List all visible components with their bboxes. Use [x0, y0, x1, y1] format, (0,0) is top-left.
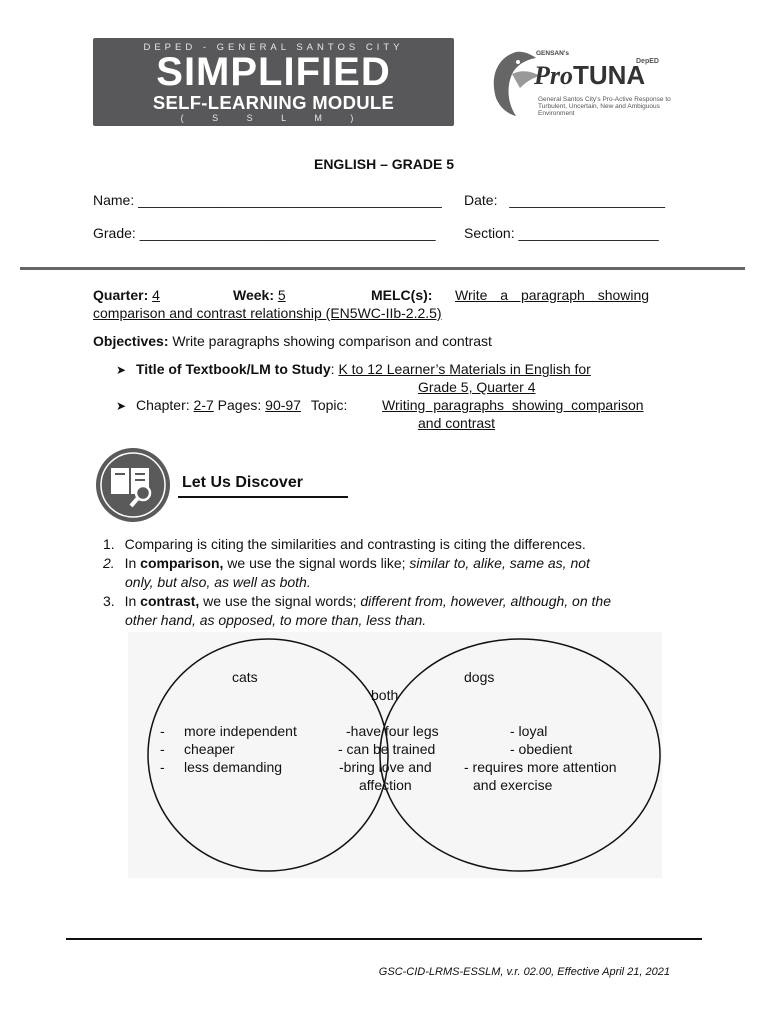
melc-label-text: MELC(s): [371, 287, 433, 303]
section-field[interactable] [464, 225, 659, 241]
pages-label: Pages: [217, 397, 262, 413]
list-continuation: only, but also, as well as both. [125, 574, 311, 590]
logo-brand [534, 60, 645, 91]
chapter-label: Chapter: [135, 397, 190, 413]
venn-left-text: cheaper [184, 741, 235, 757]
name-field[interactable] [93, 192, 442, 208]
quarter-label: Quarter: [93, 287, 149, 303]
venn-right-item: - loyal [510, 723, 548, 739]
list-text: In [124, 593, 141, 609]
objectives [93, 332, 492, 350]
module-banner [93, 38, 454, 126]
list-bold: comparison, [140, 555, 224, 571]
chapter-value: 2-7 [193, 397, 214, 413]
list-text: we use the signal words like; [223, 555, 410, 571]
list-text: we use the signal words; [199, 593, 361, 609]
venn-left-item: - more independent [160, 723, 297, 739]
list-number: 1. [103, 536, 115, 552]
grade-line[interactable]: ______________________________________ [139, 225, 436, 241]
venn-both-item: - can be trained [338, 741, 436, 757]
logo-tuna: TUNA [573, 60, 646, 90]
list-bold: contrast, [140, 593, 200, 609]
list-text: Comparing is citing the similarities and contrasting is citing the differences. [124, 536, 586, 552]
list-item [103, 535, 703, 553]
protuna-logo [486, 44, 676, 130]
venn-both-item: affection [359, 777, 412, 793]
venn-both-item: -have four legs [346, 723, 439, 739]
footer-divider [66, 938, 702, 940]
section-line[interactable]: __________________ [518, 225, 659, 241]
list-number: 3. [103, 593, 115, 609]
objectives-label: Objectives: [93, 333, 169, 349]
topic-label: Topic: [310, 397, 348, 413]
list-italic: different from, however, although, on the [360, 593, 611, 609]
section-label: Section: [464, 225, 515, 241]
textbook-line2: Grade 5, Quarter 4 [418, 379, 536, 395]
venn-left-text: less demanding [184, 759, 283, 775]
heading-underline [178, 496, 348, 498]
venn-right-item: - requires more attention [464, 759, 617, 775]
list-italic: similar to, alike, same as, not [409, 555, 590, 571]
textbook-label: Title of Textbook/LM to Study [135, 361, 331, 377]
chapter-item [116, 396, 347, 415]
logo-gensan: GENSAN's [536, 50, 569, 57]
arrow-bullet-icon: ➤ [116, 363, 127, 377]
list-text: In [124, 555, 141, 571]
venn-both-item: -bring love and [339, 759, 432, 775]
grade-label: Grade: [93, 225, 136, 241]
melc-label [371, 286, 432, 304]
book-magnifier-icon [93, 446, 175, 524]
name-line[interactable]: _______________________________________ [138, 192, 442, 208]
melc-line1: Write a paragraph showing [455, 287, 650, 303]
list-number: 2. [103, 555, 115, 571]
list-continuation: other hand, as opposed, to more than, less than. [125, 612, 427, 628]
venn-both-title: both [371, 687, 399, 703]
banner-division: DEPED - GENERAL SANTOS CITY [143, 42, 404, 53]
arrow-bullet-icon: ➤ [116, 399, 127, 413]
week-info [233, 286, 286, 304]
topic-line2: and contrast [418, 415, 496, 431]
pages-value: 90-97 [265, 397, 301, 413]
venn-left-item: - less demanding [160, 759, 283, 775]
section-heading: Let Us Discover [182, 474, 303, 491]
banner-title: SIMPLIFIED [156, 50, 391, 94]
venn-right-title: dogs [464, 669, 495, 685]
grade-field[interactable] [93, 225, 436, 241]
header-divider [20, 267, 745, 270]
logo-tagline: General Santos City's Pro-Active Response to Turbulent, Uncertain, New and Ambiguous Environment [538, 96, 671, 117]
list-item [103, 554, 703, 572]
textbook-line1: K to 12 Learner’s Materials in English for [338, 361, 591, 377]
date-field[interactable] [464, 192, 665, 208]
name-label: Name: [93, 192, 135, 208]
week-value: 5 [277, 287, 286, 303]
melc-line2: comparison and contrast relationship (EN5WC-IIb-2.2.5) [93, 305, 442, 321]
banner-acronym: ( S S L M ) [180, 113, 367, 123]
venn-left-text: more independent [184, 723, 297, 739]
date-line[interactable]: ____________________ [509, 192, 666, 208]
quarter-value: 4 [152, 287, 160, 303]
list-item [103, 592, 703, 610]
venn-left-title: cats [232, 669, 258, 685]
quarter-info [93, 286, 160, 304]
venn-right-item: and exercise [473, 777, 553, 793]
document-code: GSC-CID-LRMS-ESSLM, v.r. 02.00, Effective April 21, 2021 [378, 966, 670, 978]
page-title: ENGLISH – GRADE 5 [313, 156, 455, 172]
textbook-item: ➤ Title of Textbook/LM to Study: K to 12 Learner’s Materials in English for [116, 361, 591, 377]
objectives-text: Write paragraphs showing comparison and contrast [172, 333, 492, 349]
topic-line1: Writing paragraphs showing comparison [382, 397, 644, 413]
venn-right-item: - obedient [510, 741, 573, 757]
week-label: Week: [233, 287, 274, 303]
banner-subtitle: SELF-LEARNING MODULE [152, 92, 395, 113]
venn-left-item: - cheaper [160, 741, 235, 757]
logo-deped: DepED [636, 58, 659, 65]
date-label: Date: [464, 192, 498, 208]
logo-pro: Pro [534, 61, 573, 90]
